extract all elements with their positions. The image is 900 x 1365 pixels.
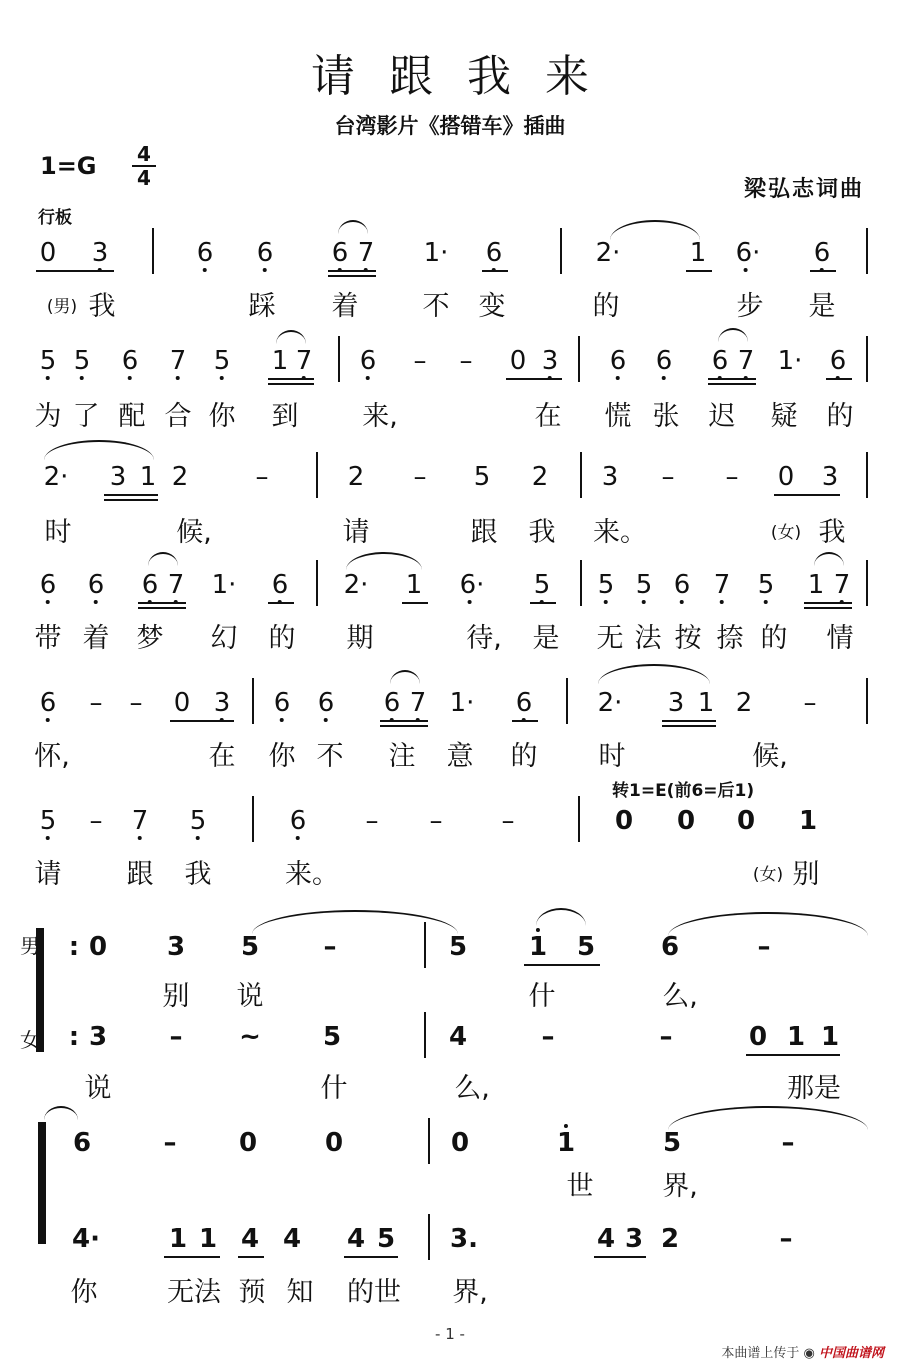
note: 3 (542, 346, 559, 376)
lyric: 步 (736, 291, 764, 322)
beam (164, 1256, 220, 1258)
lyric: 在 (208, 741, 236, 772)
beam (708, 378, 756, 380)
lyric: 无 (596, 623, 624, 654)
slur (148, 552, 178, 566)
barline (578, 796, 580, 842)
lyric: 在 (534, 401, 562, 432)
page-title: 请跟我来 (311, 51, 623, 102)
note: 2 (660, 1224, 680, 1254)
lyric: 着 (331, 291, 359, 322)
beam (238, 1256, 264, 1258)
lyric: 说 (84, 1073, 112, 1104)
tie (252, 910, 458, 934)
note: 0 (173, 688, 191, 718)
note: 1 (786, 1022, 806, 1052)
note: – (725, 462, 739, 492)
note: 7 (296, 346, 313, 376)
note: 5 (74, 346, 91, 376)
beam (506, 378, 562, 380)
barline (866, 678, 868, 724)
note: – (541, 1022, 555, 1052)
beam (524, 964, 600, 966)
lyric: 知 (286, 1277, 314, 1308)
note: 6 (142, 570, 159, 600)
barline (580, 452, 582, 498)
beam (804, 602, 852, 604)
note: 7 (132, 806, 149, 836)
note: 3 (109, 462, 127, 492)
note: 7 (170, 346, 187, 376)
note: 6· (460, 570, 485, 600)
lyric: 待, (466, 623, 502, 654)
lyric: 世 (566, 1171, 594, 1202)
beam (138, 607, 186, 609)
beam (810, 270, 836, 272)
barline (424, 1012, 426, 1058)
note: 6 (814, 238, 831, 268)
lyric: 我 (528, 517, 556, 548)
note: 6 (674, 570, 691, 600)
note: 0 (614, 806, 634, 836)
note: 6 (72, 1128, 92, 1158)
author: 梁弘志词曲 (743, 177, 864, 202)
note: 1 (798, 806, 818, 836)
note: 1 (807, 570, 825, 600)
note: 3 (88, 1022, 108, 1052)
lyric: 请 (34, 859, 62, 890)
note: 3 (601, 462, 619, 492)
note: – (757, 932, 771, 962)
barline (566, 678, 568, 724)
meter-bottom: 4 (137, 166, 151, 190)
beam (268, 383, 314, 385)
note: 5 (40, 346, 57, 376)
lyric: 什 (528, 981, 556, 1012)
beam (170, 720, 234, 722)
note: 2· (343, 570, 369, 600)
note: 6 (660, 932, 680, 962)
lyric: 是 (532, 623, 560, 654)
system-bracket (38, 1122, 46, 1244)
note: 1· (423, 238, 449, 268)
beam (686, 270, 712, 272)
note: 6 (610, 346, 627, 376)
note: 6 (318, 688, 335, 718)
lyric: 么, (662, 981, 698, 1012)
note: 3. (450, 1224, 478, 1254)
barline (866, 452, 868, 498)
beam (774, 494, 840, 496)
note: – (459, 346, 473, 376)
note: 4 (596, 1224, 616, 1254)
subtitle: 台湾影片《搭错车》插曲 (334, 114, 566, 138)
lyric: 配 (118, 401, 146, 432)
barline (424, 922, 426, 968)
note: 0 (88, 932, 108, 962)
barline (580, 560, 582, 606)
lyric: 怀, (34, 741, 70, 772)
note: 2· (595, 238, 621, 268)
barline (428, 1118, 430, 1164)
credit-brand[interactable]: 中国曲谱网 (818, 1346, 884, 1361)
note: 6 (40, 570, 57, 600)
note: 1 (529, 932, 547, 962)
note: 6· (736, 238, 761, 268)
lyric: 的 (760, 623, 788, 654)
note: 2 (171, 462, 189, 492)
note: 3 (624, 1224, 644, 1254)
beam (344, 1256, 398, 1258)
beam (804, 607, 852, 609)
note: 6 (257, 238, 274, 268)
note: 5 (240, 932, 260, 962)
slur (610, 220, 700, 240)
note: 6 (274, 688, 291, 718)
note: 2 (347, 462, 365, 492)
lyric: 捺 (716, 623, 744, 654)
slur (44, 440, 154, 460)
beam (138, 602, 186, 604)
beam (708, 383, 756, 385)
note: – (781, 1128, 795, 1158)
lyric: 说 (236, 981, 264, 1012)
lyric: 界, (452, 1277, 488, 1308)
lyric: 跟 (470, 517, 498, 548)
beam (530, 602, 556, 604)
note: 6 (712, 346, 729, 376)
note: 6 (272, 570, 289, 600)
lyric: 了 (72, 401, 100, 432)
note: 0 (509, 346, 527, 376)
note: 7 (168, 570, 185, 600)
note: 1· (777, 346, 803, 376)
lyric: 的 (268, 623, 296, 654)
lyric: 期 (346, 623, 374, 654)
slur (346, 552, 422, 570)
note: 6 (830, 346, 847, 376)
page-number: - 1 - (435, 1325, 465, 1343)
tie (668, 1106, 868, 1130)
lyric: 到 (271, 401, 299, 432)
slur (390, 670, 420, 684)
note: 4· (72, 1224, 100, 1254)
lyric: 我 (818, 517, 846, 548)
slur (718, 328, 748, 342)
note: – (255, 462, 269, 492)
note: – (169, 1022, 183, 1052)
slur (814, 552, 844, 566)
note: 3 (667, 688, 685, 718)
note: 6 (332, 238, 349, 268)
note: 0 (450, 1128, 470, 1158)
note: 5 (758, 570, 775, 600)
lyric: 时 (44, 517, 72, 548)
note: 5 (40, 806, 57, 836)
beam (662, 720, 716, 722)
note: 6 (122, 346, 139, 376)
note: 1 (820, 1022, 840, 1052)
note: 5 (598, 570, 615, 600)
time-signature (132, 144, 156, 188)
lyric: 么, (454, 1073, 490, 1104)
note: – (413, 462, 427, 492)
lyric: 的 (510, 741, 538, 772)
lyric: 迟 (708, 401, 736, 432)
lyric: 意 (446, 741, 474, 772)
note: 6 (384, 688, 401, 718)
tempo-marking: 行板 (38, 208, 72, 228)
note: 4 (448, 1022, 468, 1052)
barline (560, 228, 562, 274)
lyric: 为 (34, 401, 62, 432)
note: 0 (39, 238, 57, 268)
lyric: 跟 (126, 859, 154, 890)
slur (338, 220, 368, 234)
note: 3 (214, 688, 231, 718)
note: 7 (410, 688, 427, 718)
note: 6 (656, 346, 673, 376)
note: 5 (576, 932, 596, 962)
barline (252, 678, 254, 724)
lyric: 别 (792, 859, 820, 890)
note: 5 (662, 1128, 682, 1158)
lyric: 合 (164, 401, 192, 432)
key-signature: 1=G (40, 152, 97, 180)
note: – (803, 688, 817, 718)
note: – (661, 462, 675, 492)
barline (428, 1214, 430, 1260)
meter-top: 4 (137, 142, 151, 166)
lyric: 踩 (248, 291, 276, 322)
lyric: 请 (342, 517, 370, 548)
beam (594, 1256, 646, 1258)
beam (104, 494, 158, 496)
note: 0 (777, 462, 795, 492)
lyric: 什 (320, 1073, 348, 1104)
note: 2 (735, 688, 753, 718)
tie (44, 1106, 78, 1120)
note: – (501, 806, 515, 836)
lyric: 着 (82, 623, 110, 654)
note: 4 (346, 1224, 366, 1254)
lyric: 你 (70, 1277, 98, 1308)
beam (104, 499, 158, 501)
barline (316, 452, 318, 498)
lyric: 张 (652, 401, 680, 432)
beam (512, 720, 538, 722)
note: – (129, 688, 143, 718)
note: – (429, 806, 443, 836)
barline (338, 336, 340, 382)
tie (668, 912, 868, 936)
lyric: 注 (388, 741, 416, 772)
note: – (89, 688, 103, 718)
lyric: 来, (362, 401, 398, 432)
lyric: 来。 (593, 517, 647, 548)
lyric: 预 (238, 1277, 266, 1308)
lyric: 按 (674, 623, 702, 654)
note: 5 (473, 462, 491, 492)
beam (380, 720, 428, 722)
lyric: 你 (268, 741, 296, 772)
note: 6 (40, 688, 57, 718)
lyric: 别 (162, 981, 190, 1012)
beam (268, 602, 294, 604)
lyric: 无法 (167, 1277, 221, 1308)
lyric: 来。 (285, 859, 339, 890)
note: 1 (689, 238, 707, 268)
lyric: 不 (316, 741, 344, 772)
barline (866, 560, 868, 606)
site-logo-icon: ◉ (803, 1346, 815, 1361)
beam (482, 270, 508, 272)
note: 0 (676, 806, 696, 836)
repeat-sign: : (68, 932, 80, 962)
modulation-marking: 转1=E(前6=后1) (612, 781, 755, 801)
note: 1 (557, 1128, 575, 1158)
lyric: 带 (34, 623, 62, 654)
note: 0 (736, 806, 756, 836)
repeat-sign: : (68, 1022, 80, 1052)
note: 6 (516, 688, 533, 718)
lyric: 情 (826, 623, 854, 654)
lyric: 疑 (770, 401, 798, 432)
lyric: 我 (184, 859, 212, 890)
note: 2· (597, 688, 623, 718)
note: 1· (211, 570, 237, 600)
lyric: 界, (662, 1171, 698, 1202)
note: 7 (714, 570, 731, 600)
note: 2 (531, 462, 549, 492)
barline (316, 560, 318, 606)
note: 5 (376, 1224, 396, 1254)
barline (252, 796, 254, 842)
note: 7 (358, 238, 375, 268)
beam (380, 725, 428, 727)
beam (268, 378, 314, 380)
beam (746, 1054, 840, 1056)
note: – (89, 806, 103, 836)
note: 6 (360, 346, 377, 376)
note: 0 (748, 1022, 768, 1052)
note: 1· (449, 688, 475, 718)
note: – (779, 1224, 793, 1254)
note: – (365, 806, 379, 836)
beam (662, 725, 716, 727)
note: 3 (92, 238, 109, 268)
note: 0 (324, 1128, 344, 1158)
lyric: 梦 (136, 623, 164, 654)
note: – (413, 346, 427, 376)
singer-marker: (男) (46, 297, 78, 317)
note: 6 (88, 570, 105, 600)
beam (402, 602, 428, 604)
lyric: 你 (208, 401, 236, 432)
note: 1 (697, 688, 715, 718)
barline (866, 336, 868, 382)
lyric: 候, (176, 517, 212, 548)
note: 1 (139, 462, 157, 492)
female-part-label: 女 (20, 1028, 40, 1052)
beam (36, 270, 114, 272)
note: 1 (405, 570, 423, 600)
barline (866, 228, 868, 274)
beam (328, 275, 376, 277)
note: 1 (271, 346, 289, 376)
note: 6 (290, 806, 307, 836)
barline (578, 336, 580, 382)
note: 2· (43, 462, 69, 492)
beam (328, 270, 376, 272)
lyric: 不 (422, 291, 450, 322)
lyric: 时 (598, 741, 626, 772)
note: 7 (738, 346, 755, 376)
lyric: 法 (634, 623, 662, 654)
lyric: 那是 (787, 1073, 841, 1104)
note: 3 (166, 932, 186, 962)
lyric: 幻 (210, 623, 238, 654)
note: 6 (197, 238, 214, 268)
note: – (163, 1128, 177, 1158)
note: ~ (239, 1022, 261, 1052)
note: 6 (486, 238, 503, 268)
lyric: 的世 (347, 1277, 401, 1308)
note: 1 (168, 1224, 188, 1254)
note: 4 (282, 1224, 302, 1254)
beam (826, 378, 852, 380)
note: 0 (238, 1128, 258, 1158)
lyric: 的 (592, 291, 620, 322)
note: 1 (198, 1224, 218, 1254)
note: 5 (534, 570, 551, 600)
note: 5 (190, 806, 207, 836)
lyric: 的 (826, 401, 854, 432)
site-credit[interactable] (721, 1342, 884, 1361)
note: 7 (834, 570, 851, 600)
note: 5 (448, 932, 468, 962)
note: 5 (636, 570, 653, 600)
lyric: 是 (808, 291, 836, 322)
lyric: 慌 (604, 401, 632, 432)
slur (598, 664, 710, 684)
credit-prefix: 本曲谱上传于 (721, 1346, 800, 1361)
singer-marker: (女) (752, 865, 784, 885)
lyric: 候, (752, 741, 788, 772)
note: – (659, 1022, 673, 1052)
note: 5 (214, 346, 231, 376)
lyric: 变 (478, 291, 506, 322)
slur (536, 908, 586, 926)
lyric: 我 (88, 291, 116, 322)
singer-marker: (女) (770, 523, 802, 543)
note: 5 (322, 1022, 342, 1052)
note: 4 (240, 1224, 260, 1254)
male-part-label: 男 (20, 934, 40, 958)
note: 3 (821, 462, 839, 492)
barline (152, 228, 154, 274)
slur (276, 330, 306, 344)
note: – (323, 932, 337, 962)
